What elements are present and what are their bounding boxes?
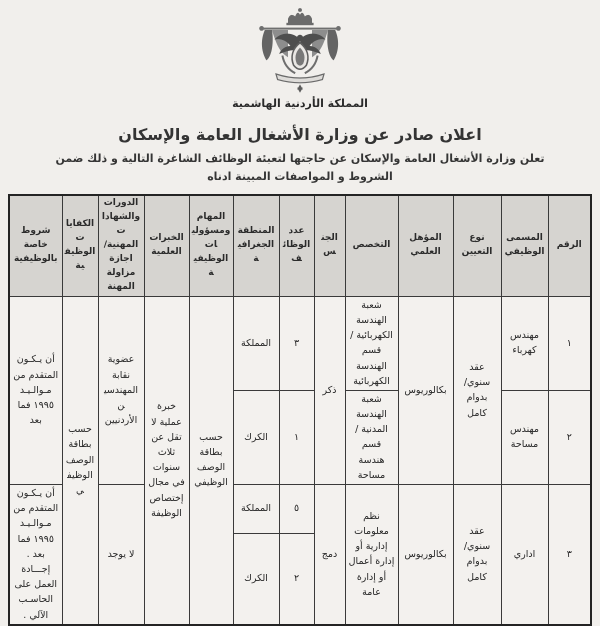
jordan-coat-of-arms-icon	[252, 6, 348, 98]
cell-engineers-appointment-type: عقد سنوي/بدوام كامل	[453, 296, 501, 484]
column-header-certifications: الدورات والشهادات المهنية/ اجازة مزاولة المهنة	[98, 195, 144, 296]
cell-engineers-qualification: بكالوريوس	[398, 296, 453, 484]
cell-row2-region: الكرك	[233, 390, 279, 484]
cell-row3a-vacancy-count: ٥	[279, 485, 314, 534]
cell-all-experience: خبرة عملية لا تقل عن ثلاث سنوات في مجال إختصاص الوظيفة	[144, 296, 189, 624]
column-header-qualification: المؤهل العلمي	[398, 195, 453, 296]
cell-row3-number: ٣	[548, 485, 591, 625]
cell-engineers-gender: ذكر	[314, 296, 345, 484]
column-header-special-conditions: شروط خاصة بالوظيفية	[9, 195, 62, 296]
table-row-electrical-engineer	[9, 296, 591, 390]
cell-admin-qualification: بكالوريوس	[398, 485, 453, 625]
cell-row1-vacancy-count: ٣	[279, 296, 314, 390]
kingdom-name-calligraphy: المملكة الأردنية الهاشمية	[232, 97, 368, 110]
vacancies-table	[8, 194, 592, 626]
column-header-vacancy-count: عدد الوظائف	[279, 195, 314, 296]
cell-row1-job-title: مهندس كهرباء	[501, 296, 548, 390]
column-header-appointment-type: نوع التعيين	[453, 195, 501, 296]
emblem-container	[0, 0, 600, 96]
cell-engineers-special-conditions: أن يـكـون المتقدم من مـوالـيـد ١٩٩٥ فما بعد	[9, 296, 62, 484]
column-header-job-title: المسمى الوظيفي	[501, 195, 548, 296]
cell-all-duties: حسب بطاقة الوصف الوظيفي	[189, 296, 233, 624]
cell-all-competencies: حسب بطاقة الوصف الوظيفي	[62, 296, 98, 624]
column-header-number: الرقم	[548, 195, 591, 296]
cell-row1-specialization: شعبة الهندسة الكهربائية / قسم الهندسة الكهربائية	[345, 296, 398, 390]
column-header-gender: الجنس	[314, 195, 345, 296]
cell-row2-job-title: مهندس مساحة	[501, 390, 548, 484]
column-header-specialization: التخصص	[345, 195, 398, 296]
cell-admin-special-conditions: أن يـكـون المتقدم من مـوالـيـد ١٩٩٥ فما بعد . إجـــادة العمل على الحاسـب الآلي .	[9, 485, 62, 625]
cell-admin-gender: دمج	[314, 485, 345, 625]
cell-admin-appointment-type: عقد سنوي/بدوام كامل	[453, 485, 501, 625]
page-title: اعلان صادر عن وزارة الأشغال العامة والإسكان	[118, 125, 482, 144]
page-subtitle: تعلن وزارة الأشغال العامة والإسكان عن حاجتها لتعبئة الوظائف الشاغرة التالية و ذلك ضمن الشروط و المواصفات المبينة ادناه	[55, 152, 545, 183]
cell-row2-number: ٢	[548, 390, 591, 484]
cell-row3a-region: المملكة	[233, 485, 279, 534]
cell-admin-certifications: لا يوجد	[98, 485, 144, 625]
cell-row1-number: ١	[548, 296, 591, 390]
column-header-duties: المهام ومسؤوليات الوظيفية	[189, 195, 233, 296]
table-header-row	[9, 195, 591, 296]
cell-row2-vacancy-count: ١	[279, 390, 314, 484]
cell-row2-specialization: شعبة الهندسة المدنية / قسم هندسة مساحة	[345, 390, 398, 484]
column-header-region: المنطقة الجغرافية	[233, 195, 279, 296]
cell-row3-job-title: اداري	[501, 485, 548, 625]
cell-row3b-vacancy-count: ٢	[279, 533, 314, 624]
cell-engineers-certifications: عضوية نقابة المهندسين الأردنيين	[98, 296, 144, 484]
column-header-competencies: الكفايات الوظيفية	[62, 195, 98, 296]
column-header-experience: الخبرات العلمية	[144, 195, 189, 296]
cell-row1-region: المملكة	[233, 296, 279, 390]
cell-row3b-region: الكرك	[233, 533, 279, 624]
cell-row3-specialization: نظم معلومات إدارية أو إدارة أعمال أو إدارة عامة	[345, 485, 398, 625]
